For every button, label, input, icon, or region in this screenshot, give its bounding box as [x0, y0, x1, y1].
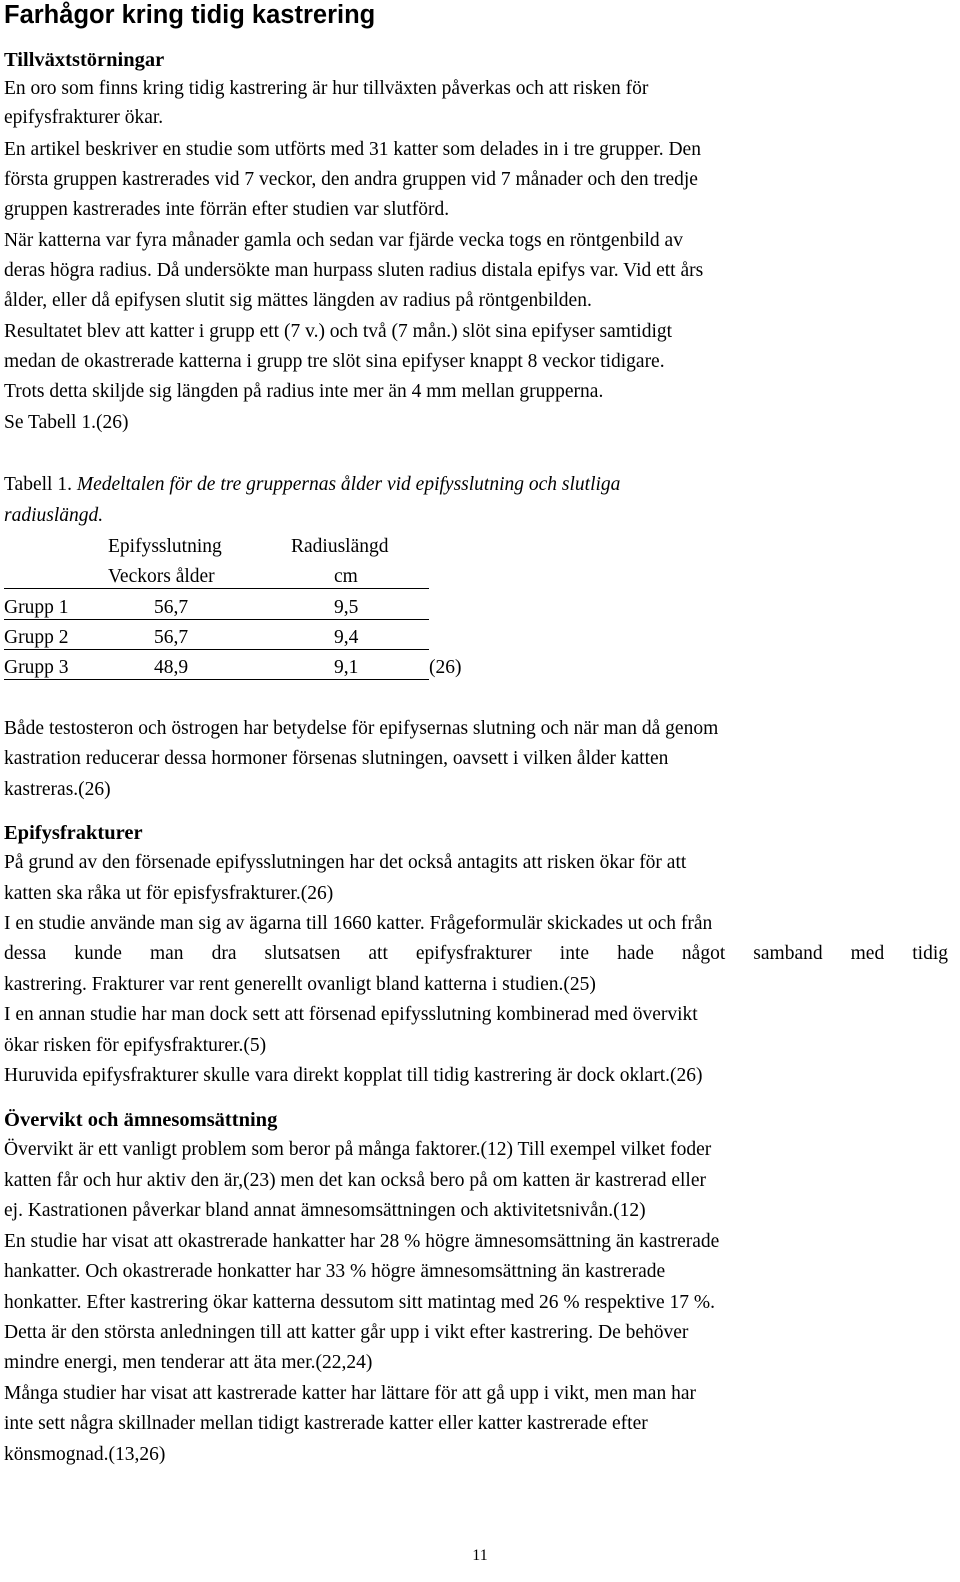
- paragraph-line: gruppen kastrerades inte förrän efter studien var slutförd.: [4, 199, 450, 220]
- table-caption: [4, 475, 620, 495]
- paragraph-line: I en annan studie har man dock sett att försenad epifysslutning kombinerad med övervikt: [4, 1004, 698, 1025]
- paragraph-line: inte sett några skillnader mellan tidigt kastrerade katter eller katter kastrerade efter: [4, 1413, 648, 1434]
- paragraph-line: könsmognad.(13,26): [4, 1444, 166, 1465]
- table-rule: [4, 679, 429, 680]
- paragraph-line: hankatter. Och okastrerade honkatter har 33 % högre ämnesomsättning än kastrerade: [4, 1261, 666, 1282]
- section-heading-fractures: Epifysfrakturer: [4, 822, 143, 844]
- paragraph-line: kastrering. Frakturer var rent generellt ovanligt bland katterna i studien.(25): [4, 974, 596, 995]
- table-rule: [4, 619, 429, 620]
- table-cell-length: 9,4: [334, 627, 359, 648]
- paragraph-line: Trots detta skiljde sig längden på radius inte mer än 4 mm mellan grupperna.: [4, 381, 604, 402]
- paragraph-line: ökar risken för epifysfrakturer.(5): [4, 1035, 267, 1056]
- paragraph-line: När katterna var fyra månader gamla och sedan var fjärde vecka togs en röntgenbild av: [4, 230, 683, 251]
- paragraph-line: epifysfrakturer ökar.: [4, 107, 164, 128]
- table-caption-label: Tabell 1.: [4, 474, 72, 495]
- paragraph-line: Många studier har visat att kastrerade katter har lättare för att gå upp i vikt, men man har: [4, 1383, 696, 1404]
- page-number: 11: [472, 1547, 488, 1564]
- paragraph-line: En oro som finns kring tidig kastrering är hur tillväxten påverkas och att risken för: [4, 78, 649, 99]
- table-cell-length: 9,5: [334, 597, 359, 618]
- table-unit-age: Veckors ålder: [108, 566, 215, 587]
- paragraph-line: En artikel beskriver en studie som utförts med 31 katter som delades in i tre grupper. Den: [4, 139, 701, 160]
- section-heading-overweight: Övervikt och ämnesomsättning: [4, 1109, 278, 1131]
- paragraph-line: kastration reducerar dessa hormoner försenas slutningen, oavsett i vilken ålder katten: [4, 748, 669, 769]
- table-reference: (26): [429, 657, 462, 678]
- paragraph-line: kastreras.(26): [4, 779, 111, 800]
- table-header-radiuslangd: Radiuslängd: [291, 536, 389, 557]
- paragraph-line: Huruvida epifysfrakturer skulle vara direkt kopplat till tidig kastrering är dock oklart.(26): [4, 1065, 703, 1086]
- table-cell-group: Grupp 2: [4, 627, 69, 648]
- paragraph-line: På grund av den försenade epifysslutningen har det också antagits att risken ökar för att: [4, 852, 687, 873]
- table-caption-text: Medeltalen för de tre gruppernas ålder vid epifysslutning och slutliga: [76, 474, 621, 495]
- paragraph-line: deras högra radius. Då undersökte man hurpass sluten radius distala epifys var. Vid ett års: [4, 260, 704, 281]
- paragraph-line: Resultatet blev att katter i grupp ett (7 v.) och två (7 mån.) slöt sina epifyser samtidigt: [4, 321, 673, 342]
- paragraph-line: katten ska råka ut för episfysfrakturer.(26): [4, 883, 334, 904]
- paragraph-line: I en studie använde man sig av ägarna till 1660 katter. Frågeformulär skickades ut och från: [4, 913, 713, 934]
- paragraph-line: medan de okastrerade katterna i grupp tre slöt sina epifyser knappt 8 veckor tidigare.: [4, 351, 665, 372]
- table-cell-age: 48,9: [154, 657, 189, 678]
- paragraph-line: dessa kunde man dra slutsatsen att epifysfrakturer inte hade något samband med tidig: [4, 943, 948, 964]
- paragraph-line: Se Tabell 1.(26): [4, 412, 129, 433]
- table-rule: [4, 588, 429, 589]
- table-cell-length: 9,1: [334, 657, 359, 678]
- table-caption-text: radiuslängd.: [4, 505, 104, 526]
- section-heading-growth: Tillväxtstörningar: [4, 49, 165, 71]
- table-cell-age: 56,7: [154, 597, 189, 618]
- paragraph-line: En studie har visat att okastrerade hankatter har 28 % högre ämnesomsättning än kastrerade: [4, 1231, 720, 1252]
- paragraph-line: Övervikt är ett vanligt problem som beror på många faktorer.(12) Till exempel vilket foder: [4, 1139, 712, 1160]
- paragraph-line: Detta är den största anledningen till att katter går upp i vikt efter kastrering. De behöver: [4, 1322, 689, 1343]
- table-header-epifysslutning: Epifysslutning: [108, 536, 222, 557]
- paragraph-line: katten får och hur aktiv den är,(23) men det kan också bero på om katten är kastrerad eller: [4, 1170, 706, 1191]
- paragraph-line: Både testosteron och östrogen har betydelse för epifysernas slutning och när man då genom: [4, 718, 719, 739]
- table-cell-age: 56,7: [154, 627, 189, 648]
- table-unit-length: cm: [334, 566, 358, 587]
- table-cell-group: Grupp 1: [4, 597, 69, 618]
- paragraph-line: mindre energi, men tenderar att äta mer.(22,24): [4, 1352, 373, 1373]
- paragraph-line: första gruppen kastrerades vid 7 veckor, den andra gruppen vid 7 månader och den tredje: [4, 169, 698, 190]
- table-cell-group: Grupp 3: [4, 657, 69, 678]
- page-title: Farhågor kring tidig kastrering: [4, 1, 376, 29]
- paragraph-line: ålder, eller då epifysen slutit sig mättes längden av radius på röntgenbilden.: [4, 290, 592, 311]
- paragraph-line: honkatter. Efter kastrering ökar katterna dessutom sitt matintag med 26 % respektive 17 %.: [4, 1292, 716, 1313]
- table-rule: [4, 649, 429, 650]
- paragraph-line: ej. Kastrationen påverkar bland annat ämnesomsättningen och aktivitetsnivån.(12): [4, 1200, 646, 1221]
